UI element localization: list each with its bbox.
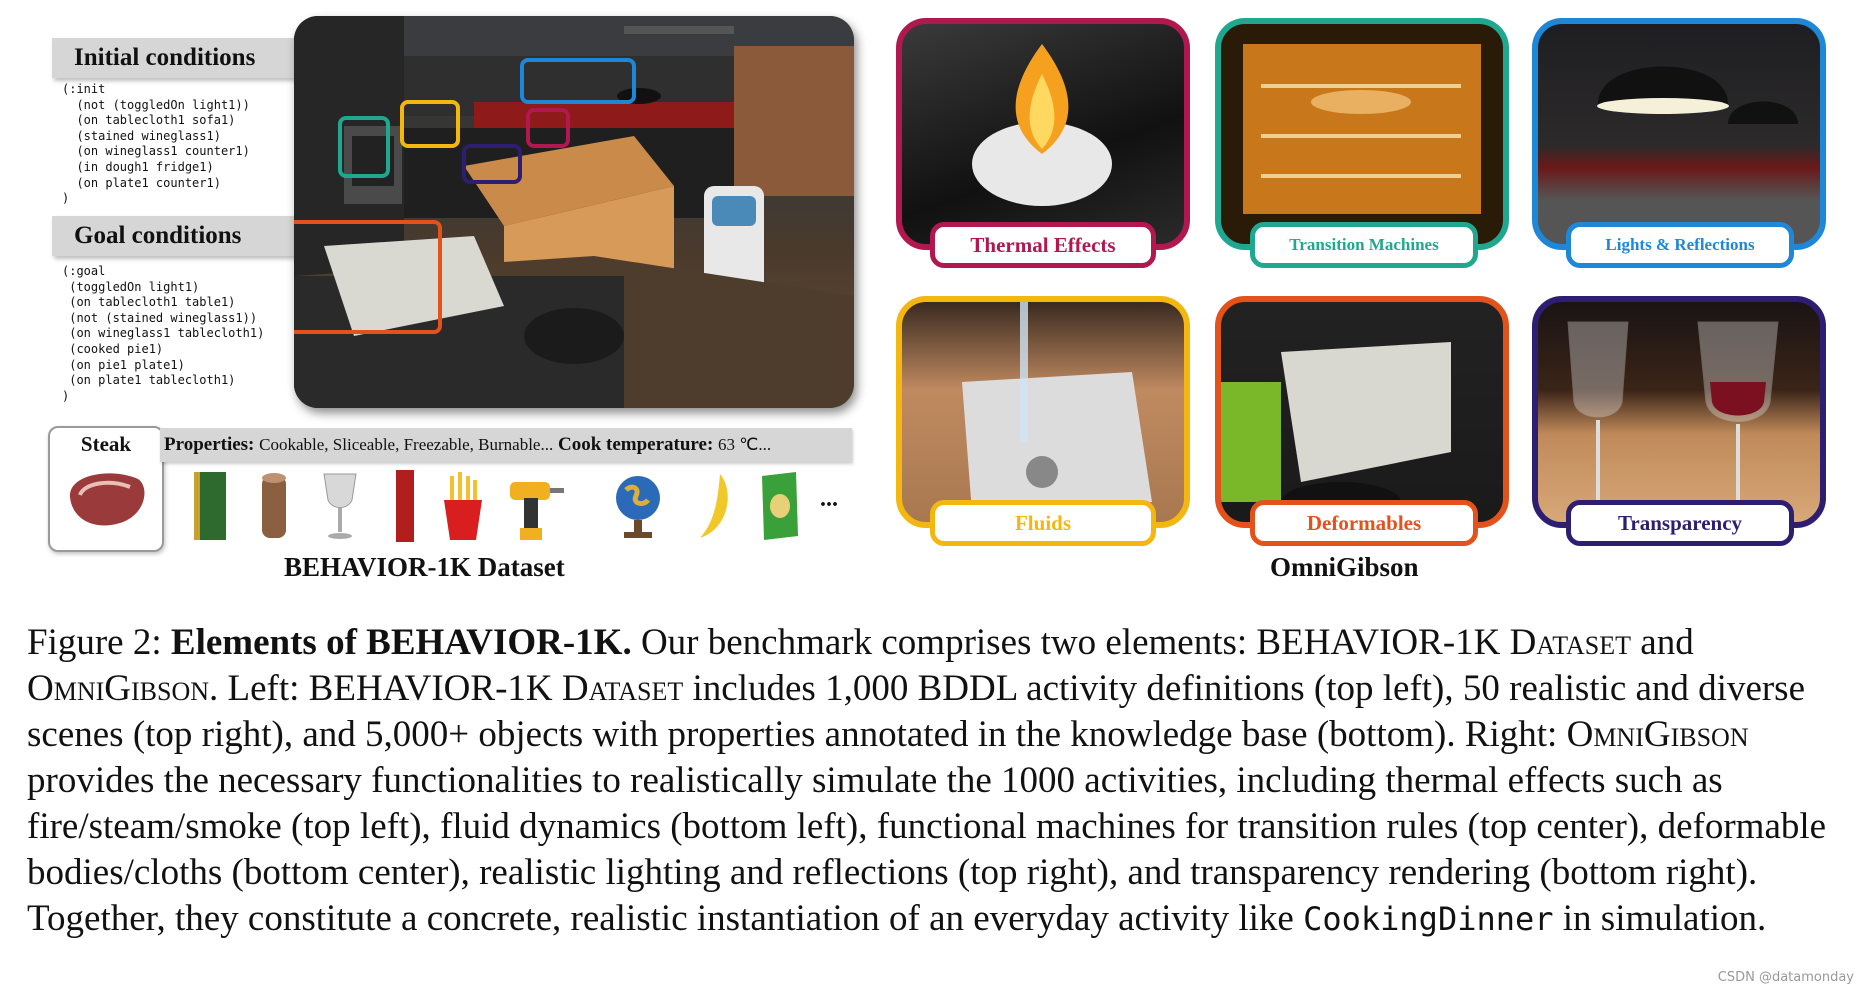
pendant-lamp-icon: [1538, 24, 1820, 244]
caption-text: in simulation.: [1553, 898, 1767, 939]
counter-highlight-box: [400, 100, 460, 148]
log-icon: [256, 470, 292, 542]
simulator-name: OmniGibson: [1566, 714, 1749, 755]
sink-icon: [902, 302, 1184, 522]
lights-reflections-label: Lights & Reflections: [1566, 222, 1794, 268]
initial-conditions-header: Initial conditions: [52, 38, 296, 78]
figure-caption: [27, 620, 1847, 942]
figure-number: Figure 2:: [27, 622, 162, 663]
caption-title: Elements of BEHAVIOR-1K.: [170, 622, 632, 663]
initial-conditions-code: (:init (not (toggledOn light1)) (on tablecloth1 sofa1) (stained wineglass1) (on wineglass1 counter1) (in dough1 fridge1) (on plate1 counter1) ): [62, 82, 250, 206]
properties-value: Cookable, Sliceable, Freezable, Burnable...: [259, 435, 554, 454]
kitchen-scene-render: [294, 16, 854, 408]
steak-label: Steak: [80, 432, 132, 456]
caption-text: . Left:: [209, 668, 309, 709]
lights-reflections-tile: [1532, 18, 1826, 250]
chips-bag-icon: [756, 470, 802, 542]
fluids-tile: [896, 296, 1190, 528]
banana-icon: [690, 470, 738, 542]
caption-text: Our benchmark comprises two elements:: [631, 622, 1257, 663]
glass-highlight-box: [462, 144, 522, 184]
thermal-effects-label: Thermal Effects: [930, 222, 1156, 268]
cook-temperature-value: 63 ℃...: [718, 435, 772, 454]
caption-text: provides the necessary functionalities to realistically simulate the 1000 activities, including thermal effects such as fire/steam/smoke (top left), fluid dynamics (bottom left), functional machines for transition rules (top center), deformable bodies/cloths (bottom center), realistic lighting and reflections (top right), and transparency rendering (bottom right). Together, they constitute a concrete, realistic instantiation of an everyday activity like: [27, 760, 1827, 939]
steak-card: [48, 426, 164, 552]
drill-icon: [506, 470, 566, 542]
wineglass-icon: [318, 470, 362, 542]
cook-temperature-label: Cook temperature:: [557, 434, 714, 455]
properties-bar: [160, 428, 852, 462]
dataset-name: BEHAVIOR-1K Dataset: [1256, 622, 1632, 663]
wineglasses-icon: [1538, 302, 1820, 522]
transparency-tile: [1532, 296, 1826, 528]
dataset-title: BEHAVIOR-1K Dataset: [284, 552, 565, 582]
dataset-name: BEHAVIOR-1K Dataset: [308, 668, 684, 709]
deformables-label: Deformables: [1250, 500, 1478, 546]
sink-highlight-box: [526, 108, 570, 148]
steak-icon: [50, 457, 162, 537]
caption-text: and: [1631, 622, 1694, 663]
book-icon: [190, 470, 230, 542]
oven-icon: [1221, 24, 1503, 244]
oven-highlight-box: [338, 116, 390, 178]
flame-icon: [902, 24, 1184, 244]
lights-highlight-box: [520, 58, 636, 104]
simulator-name: OmniGibson: [27, 668, 210, 709]
red-door-icon: [390, 470, 420, 542]
activity-name: CookingDinner: [1303, 900, 1554, 938]
thermal-effects-tile: [896, 18, 1190, 250]
deformables-tile: [1215, 296, 1509, 528]
goal-conditions-header: Goal conditions: [52, 216, 296, 256]
watermark: CSDN @datamonday: [1717, 970, 1854, 985]
properties-label: Properties:: [164, 434, 255, 455]
transition-machines-tile: [1215, 18, 1509, 250]
fluids-label: Fluids: [930, 500, 1156, 546]
simulator-title: OmniGibson: [1270, 552, 1419, 582]
transition-machines-label: Transition Machines: [1250, 222, 1478, 268]
fries-icon: [440, 470, 486, 542]
cloth-icon: [1221, 302, 1503, 522]
caption-text: includes 1,000 BDDL activity definitions (top left), 50 realistic and diverse scenes (top right), and 5,000+ objects with properties annotated in the knowledge base (bottom). Right:: [27, 668, 1806, 755]
cloth-highlight-box: [294, 220, 442, 334]
transparency-label: Transparency: [1566, 500, 1794, 546]
globe-icon: [610, 470, 666, 542]
goal-conditions-code: (:goal (toggledOn light1) (on tablecloth1 table1) (not (stained wineglass1)) (on wineglass1 tablecloth1) (cooked pie1) (on pie1 plate1) (on plate1 tablecloth1) ): [62, 264, 265, 403]
more-objects-ellipsis: ...: [820, 486, 838, 512]
